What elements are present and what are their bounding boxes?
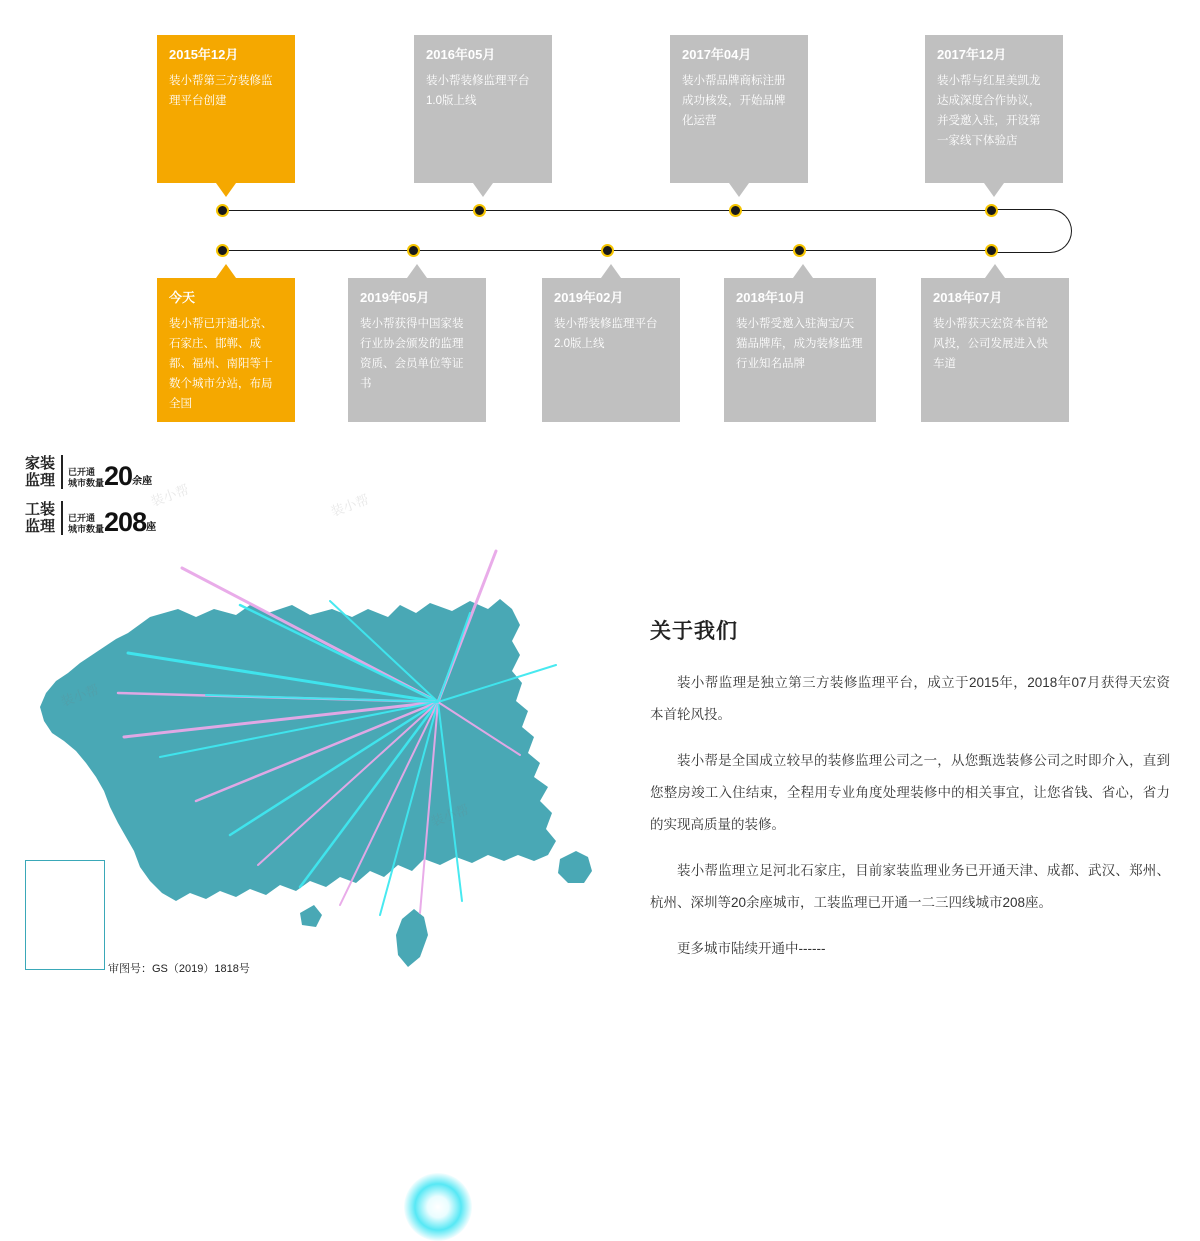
stat-sub-line2: 城市数量 (68, 524, 105, 534)
watermark: 装小帮 (148, 481, 191, 510)
stat-sub-line2: 城市数量 (68, 478, 105, 488)
timeline-date: 2017年12月 (937, 47, 1007, 62)
timeline-pointer-bottom-2 (407, 264, 427, 278)
map-inset-box (25, 860, 105, 970)
timeline-dot[interactable] (407, 244, 420, 257)
stat-number: 208 (104, 507, 147, 537)
timeline-pointer-top-1 (216, 183, 236, 197)
timeline-dot[interactable] (601, 244, 614, 257)
stat-value-wrap (104, 463, 152, 489)
map-approval-caption: 审图号：GS（2019）1818号 (108, 963, 250, 975)
timeline-line-top (222, 210, 994, 211)
stat-row-home (25, 455, 225, 489)
timeline-date: 2018年07月 (933, 290, 1003, 305)
timeline-pointer-top-2 (473, 183, 493, 197)
timeline-date: 2019年02月 (554, 290, 624, 305)
stat-label-line1: 工装 (25, 501, 56, 518)
timeline-date: 2019年05月 (360, 290, 430, 305)
timeline-card-bottom-1[interactable] (157, 278, 295, 422)
stat-label-line1: 家装 (25, 455, 56, 472)
timeline-dot[interactable] (729, 204, 742, 217)
about-paragraph-3: 装小帮监理立足河北石家庄，目前家装监理业务已开通天津、成都、武汉、郑州、杭州、深圳等20余座城市，工装监理已开通一二三四线城市208座。 (650, 863, 1170, 910)
stat-sub-line1: 已开通 (68, 513, 96, 523)
timeline-text: 装小帮已开通北京、石家庄、邯郸、成都、福州、南阳等十数个城市分站，布局全国 (169, 318, 273, 410)
timeline-dot[interactable] (985, 244, 998, 257)
about-us-section (650, 615, 1170, 979)
timeline-card-bottom-5[interactable] (921, 278, 1069, 422)
china-landmass (40, 599, 592, 967)
timeline-dot[interactable] (216, 204, 229, 217)
timeline-card-top-2[interactable] (414, 35, 552, 183)
stat-label-line2: 监理 (25, 472, 56, 489)
timeline-card-bottom-3[interactable] (542, 278, 680, 422)
stat-sub-line1: 已开通 (68, 467, 96, 477)
timeline-text: 装小帮装修监理平台1.0版上线 (426, 75, 530, 107)
timeline-dot[interactable] (216, 244, 229, 257)
watermark: 装小帮 (328, 491, 371, 520)
timeline-text: 装小帮获天宏资本首轮风投，公司发展进入快车道 (933, 318, 1048, 370)
timeline-date: 2015年12月 (169, 47, 239, 62)
timeline-date: 今天 (169, 290, 196, 305)
timeline-dot[interactable] (793, 244, 806, 257)
timeline-date: 2018年10月 (736, 290, 806, 305)
timeline-section (0, 0, 1200, 435)
timeline-pointer-bottom-1 (216, 264, 236, 278)
stat-unit: 余座 (132, 476, 153, 487)
timeline-text: 装小帮品牌商标注册成功核发，开始品牌化运营 (682, 75, 786, 127)
timeline-curve (993, 209, 1072, 253)
timeline-date: 2017年04月 (682, 47, 752, 62)
about-title: 关于我们 (650, 620, 738, 643)
stat-label-line2: 监理 (25, 518, 56, 535)
stat-number: 20 (104, 461, 133, 491)
timeline-text: 装小帮与红星美凯龙达成深度合作协议，并受邀入驻，开设第一家线下体验店 (937, 75, 1041, 147)
timeline-card-top-3[interactable] (670, 35, 808, 183)
stat-label (25, 455, 63, 489)
timeline-date: 2016年05月 (426, 47, 496, 62)
about-paragraph-1: 装小帮监理是独立第三方装修监理平台，成立于2015年，2018年07月获得天宏资本首轮风投。 (650, 675, 1170, 722)
timeline-card-top-1[interactable] (157, 35, 295, 183)
timeline-dot[interactable] (473, 204, 486, 217)
about-paragraph-4: 更多城市陆续开通中------ (677, 941, 826, 956)
timeline-text: 装小帮受邀入驻淘宝/天猫品牌库，成为装修监理行业知名品牌 (736, 318, 863, 370)
timeline-dot[interactable] (985, 204, 998, 217)
stat-unit: 座 (146, 522, 157, 533)
timeline-card-bottom-2[interactable] (348, 278, 486, 422)
timeline-pointer-bottom-4 (793, 264, 813, 278)
timeline-pointer-bottom-5 (985, 264, 1005, 278)
timeline-text: 装小帮装修监理平台2.0版上线 (554, 318, 658, 350)
map-glow-center (404, 1173, 472, 1241)
timeline-text: 装小帮第三方装修监理平台创建 (169, 75, 273, 107)
timeline-card-top-4[interactable] (925, 35, 1063, 183)
timeline-pointer-top-3 (729, 183, 749, 197)
stat-sub (63, 467, 104, 489)
timeline-pointer-top-4 (984, 183, 1004, 197)
timeline-card-bottom-4[interactable] (724, 278, 876, 422)
timeline-text: 装小帮获得中国家装行业协会颁发的监理资质、会员单位等证书 (360, 318, 464, 390)
about-paragraph-2: 装小帮是全国成立较早的装修监理公司之一，从您甄选装修公司之时即介入，直到您整房竣工入住结束，全程用专业角度处理装修中的相关事宜，让您省钱、省心，省力的实现高质量的装修。 (650, 753, 1170, 832)
timeline-pointer-bottom-3 (601, 264, 621, 278)
